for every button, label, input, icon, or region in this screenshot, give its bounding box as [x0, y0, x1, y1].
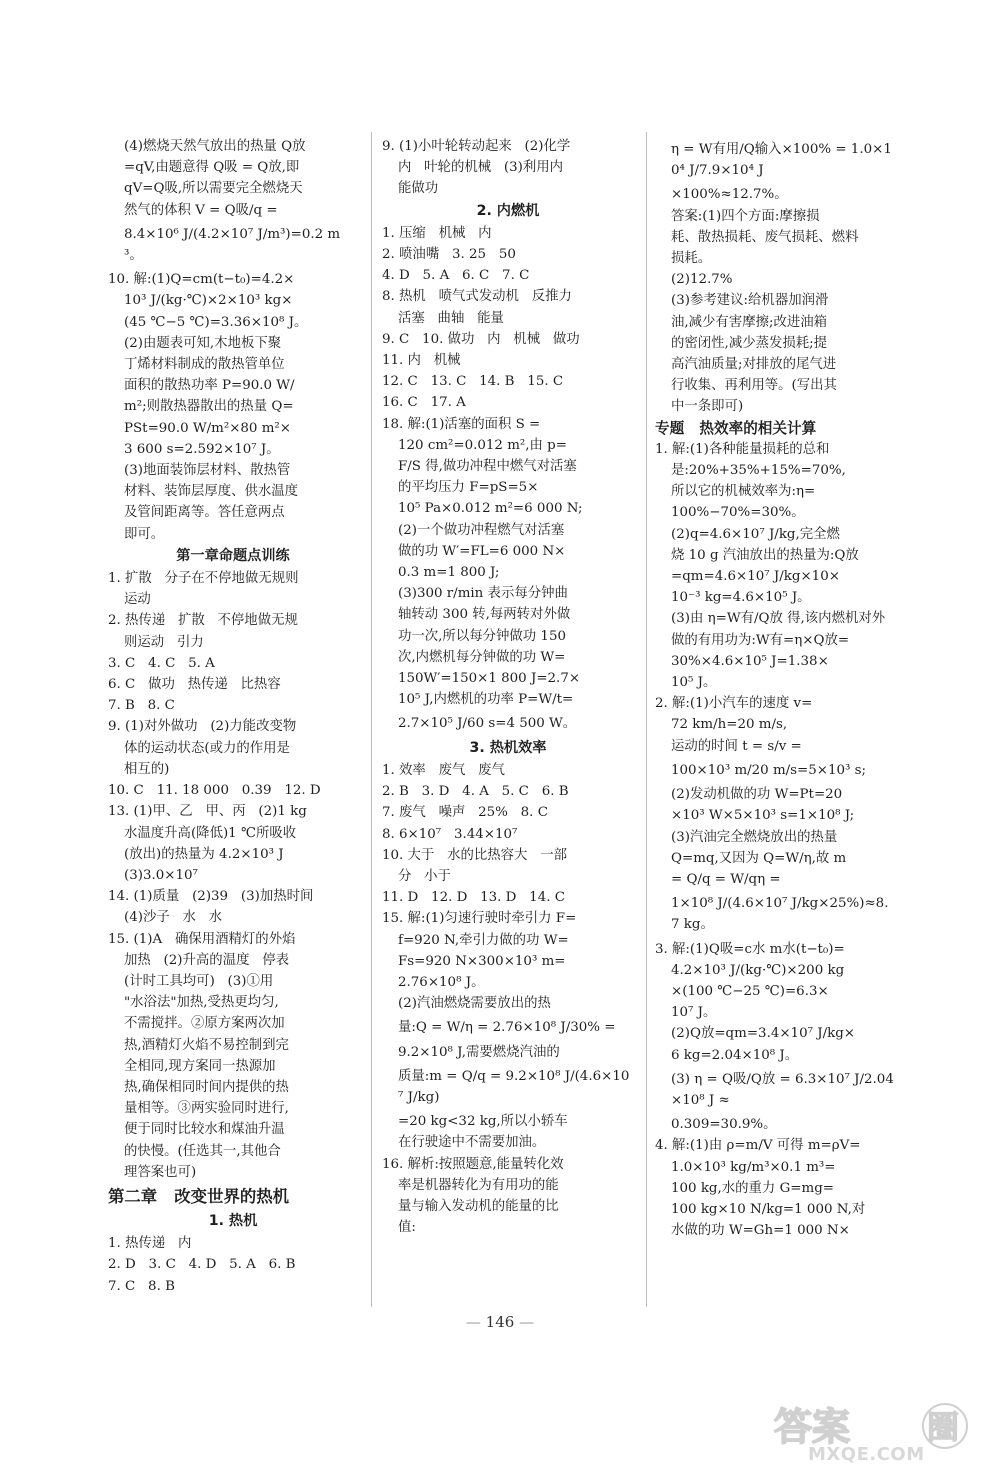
- answer-line: 4. D 5. A 6. C 7. C: [382, 268, 530, 284]
- answer-line: 16. C 17. A: [382, 395, 466, 411]
- answer-line: 3. 解:(1)Q吸=c水 m水(t−t₀)=: [655, 941, 845, 957]
- answer-column-2: [382, 136, 634, 1238]
- section-heading: 2. 内燃机: [476, 202, 540, 219]
- answer-line: 功一次,所以每分钟做功 150: [398, 628, 566, 644]
- answer-line: 便于同时比较水和煤油升温: [124, 1122, 285, 1138]
- answer-line: 运动的时间 t = s/v =: [671, 738, 802, 754]
- answer-line: 是:20%+35%+15%=70%,: [671, 463, 846, 479]
- answer-line: 运动: [124, 592, 151, 608]
- answer-line: (2)12.7%: [671, 272, 733, 288]
- answer-line: (45 ℃−5 ℃)=3.36×10⁸ J。: [124, 314, 308, 330]
- answer-column-1: [108, 136, 358, 1297]
- answer-line: f=920 N,牵引力做的功 W=: [398, 932, 569, 948]
- answer-line: 3. C 4. C 5. A: [108, 655, 215, 671]
- answer-line: 热,确保相同时间内提供的热: [124, 1079, 289, 1095]
- section-heading: 专题 热效率的相关计算: [655, 419, 817, 437]
- answer-line: 0.309=30.9%。: [671, 1117, 777, 1133]
- answer-line: 7. C 8. B: [108, 1278, 175, 1294]
- answer-line: 1. 解:(1)各种能量损耗的总和: [655, 441, 830, 457]
- answer-line: 15. (1)A 确保用酒精灯的外焰: [108, 931, 296, 947]
- answer-line: 水做的功 W=Gh=1 000 N×: [671, 1223, 850, 1239]
- answer-line: 10⁷ J。: [671, 1005, 717, 1021]
- answer-line: (计时工具均可) (3)①用: [124, 973, 274, 989]
- section-heading: 1. 热机: [208, 1212, 258, 1229]
- answer-line: 损耗。: [671, 251, 712, 267]
- answer-line: (2)一个做功冲程燃气对活塞: [398, 522, 565, 538]
- answer-line: 100%−70%=30%。: [671, 505, 805, 521]
- answer-line: 2. 解:(1)小汽车的速度 v=: [655, 696, 813, 712]
- answer-line: 率是机器转化为有用功的能: [398, 1177, 559, 1193]
- answer-line: (3)300 r/min 表示每分钟曲: [398, 586, 568, 602]
- answer-line: Fs=920 N×300×10³ m=: [398, 953, 566, 969]
- answer-line: 分 小于: [398, 868, 451, 884]
- answer-line: 72 km/h=20 m/s,: [671, 717, 788, 733]
- answer-line: =20 kg<32 kg,所以小轿车: [398, 1114, 568, 1130]
- answer-line: 1. 效率 废气 废气: [382, 762, 505, 778]
- answer-line: 10. 大于 水的比热容大 一部: [382, 847, 567, 863]
- answer-line: 2. B 3. D 4. A 5. C 6. B: [382, 784, 569, 800]
- answer-line: 8. 热机 喷气式发动机 反推力: [382, 289, 572, 305]
- answer-line: η = W有用/Q输入×100% = 1.0×10⁴ J/7.9×10⁴ J: [671, 142, 892, 179]
- answer-line: 全相同,现方案同一热源加: [124, 1058, 276, 1074]
- answer-line: 9. (1)对外做功 (2)力能改变物: [108, 719, 297, 735]
- answer-line: 值:: [398, 1220, 416, 1236]
- answer-line: ×10³ W×5×10³ s=1×10⁸ J;: [671, 808, 855, 824]
- answer-line: 12. C 13. C 14. B 15. C: [382, 374, 564, 390]
- svg-text:圈: 圈: [927, 1408, 960, 1446]
- answer-line: 3 600 s=2.592×10⁷ J。: [124, 441, 280, 457]
- answer-line: 及管间距离等。答任意两点: [124, 505, 285, 521]
- answer-line: 10³ J/(kg·℃)×2×10³ kg×: [124, 293, 293, 309]
- answer-line: (2)发动机做的功 W=Pt=20: [671, 787, 843, 803]
- answer-line: qV=Q吸,所以需要完全燃烧天: [124, 181, 303, 197]
- answer-line: 能做功: [398, 181, 439, 197]
- answer-line: 100×10³ m/20 m/s=5×10³ s;: [671, 762, 867, 778]
- answer-line: (2)由题表可知,木地板下聚: [124, 335, 282, 351]
- answer-line: Q=mq,又因为 Q=W/η,故 m: [671, 850, 847, 866]
- watermark-logo: [770, 1400, 985, 1466]
- answer-line: 8. 6×10⁷ 3.44×10⁷: [382, 826, 518, 842]
- answer-line: 做的有用功为:W有=η×Q放=: [671, 632, 850, 648]
- answer-line: 2. 喷油嘴 3. 25 50: [382, 247, 516, 263]
- answer-line: 9.2×10⁸ J,需要燃烧汽油的: [398, 1044, 560, 1060]
- answer-line: 油,减少有害摩擦;改进油箱: [671, 314, 828, 330]
- answer-line: 相互的): [124, 761, 170, 777]
- answer-line: (4)燃烧天然气放出的热量 Q放: [124, 139, 306, 154]
- answer-line: (放出)的热量为 4.2×10³ J: [124, 846, 284, 862]
- answer-line: 体的运动状态(或力的作用是: [124, 740, 290, 756]
- answer-line: =qV,由题意得 Q吸 = Q放,即: [124, 160, 300, 176]
- answer-line: 的密闭性,减少蒸发损耗;提: [671, 335, 828, 351]
- answer-line: =qm=4.6×10⁷ J/kg×10×: [671, 569, 840, 585]
- answer-line: 7. 废气 噪声 25% 8. C: [382, 805, 548, 821]
- answer-line: 120 cm²=0.012 m²,由 p=: [398, 437, 567, 453]
- section-heading: 第一章命题点训练: [176, 547, 290, 564]
- answer-line: 耗、散热损耗、废气损耗、燃料: [671, 229, 859, 245]
- answer-line: 活塞 曲轴 能量: [398, 310, 504, 326]
- answer-line: (2)Q放=qm=3.4×10⁷ J/kg×: [671, 1026, 856, 1042]
- answer-line: 所以它的机械效率为:η=: [671, 484, 816, 500]
- answer-line: 做的功 W′=FL=6 000 N×: [398, 543, 566, 559]
- answer-line: 材料、装饰层厚度、供水温度: [124, 484, 299, 500]
- answer-line: 9. (1)小叶轮转动起来 (2)化学: [382, 139, 571, 154]
- section-heading: 3. 热机效率: [469, 739, 547, 756]
- answer-line: 量:Q = W/η = 2.76×10⁸ J/30% =: [398, 1020, 616, 1036]
- column-divider: [371, 132, 372, 1307]
- answer-line: 量相等。③两实验同时进行,: [124, 1101, 289, 1117]
- answer-line: (3) η = Q吸/Q放 = 6.3×10⁷ J/2.04×10⁸ J ≈: [671, 1071, 894, 1108]
- answer-line: 中一条即可): [671, 399, 744, 415]
- answer-line: 内 叶轮的机械 (3)利用内: [398, 160, 564, 176]
- answer-line: 在行驶途中不需要加油。: [398, 1135, 546, 1151]
- answer-line: 10. C 11. 18 000 0.39 12. D: [108, 783, 321, 799]
- answer-line: 10⁵ Pa×0.012 m²=6 000 N;: [398, 501, 583, 517]
- answer-line: 热,酒精灯火焰不易控制到完: [124, 1037, 289, 1053]
- answer-line: 13. (1)甲、乙 甲、丙 (2)1 kg: [108, 804, 307, 820]
- answer-line: 6 kg=2.04×10⁸ J。: [671, 1047, 799, 1063]
- answer-line: 面积的散热功率 P=90.0 W/: [124, 378, 295, 394]
- answer-line: (4)沙子 水 水: [124, 910, 223, 926]
- answer-line: 11. D 12. D 13. D 14. C: [382, 890, 565, 906]
- answer-line: 丁烯材料制成的散热管单位: [124, 357, 285, 373]
- answer-line: 的快慢。(任选其一,其他合: [124, 1143, 281, 1159]
- answer-line: 1. 扩散 分子在不停地做无规则: [108, 571, 299, 587]
- answer-line: "水浴法"加热,受热更均匀,: [124, 995, 279, 1011]
- answer-line: 答案:(1)四个方面:摩擦损: [671, 208, 820, 224]
- section-heading: 第二章 改变世界的热机: [108, 1186, 290, 1206]
- answer-line: = Q/q = W/qη =: [671, 871, 781, 887]
- answer-line: 11. 内 机械: [382, 353, 461, 369]
- answer-line: ×100%≈12.7%。: [671, 187, 788, 203]
- answer-line: 18. 解:(1)活塞的面积 S =: [382, 416, 541, 432]
- answer-line: 即可。: [124, 526, 165, 542]
- answer-line: 15. 解:(1)匀速行驶时牵引力 F=: [382, 911, 577, 927]
- answer-line: 质量:m = Q/q = 9.2×10⁸ J/(4.6×10⁷ J/kg): [398, 1068, 630, 1105]
- answer-line: 水温度升高(降低)1 ℃所吸收: [124, 825, 297, 841]
- answer-line: (3)汽油完全燃烧放出的热量: [671, 829, 838, 845]
- answer-line: 150W′=150×1 800 J=2.7×: [398, 671, 581, 687]
- answer-line: F/S 得,做功冲程中燃气对活塞: [398, 459, 577, 475]
- answer-line: 100 kg×10 N/kg=1 000 N,对: [671, 1201, 866, 1217]
- answer-line: (2)汽油燃烧需要放出的热: [398, 996, 551, 1012]
- answer-line: 行收集、再利用等。(写出其: [671, 378, 837, 394]
- answer-line: 30%×4.6×10⁵ J=1.38×: [671, 653, 829, 669]
- answer-line: m²;则散热器散出的热量 Q=: [124, 399, 294, 415]
- answer-column-3: [655, 136, 895, 1241]
- answer-line: 1. 压缩 机械 内: [382, 225, 492, 241]
- answer-line: 2. 热传递 扩散 不停地做无规: [108, 613, 298, 629]
- answer-line: (3)由 η=W有/Q放 得,该内燃机对外: [671, 611, 886, 627]
- answer-line: 0.3 m=1 800 J;: [398, 565, 500, 581]
- answer-line: 10⁻³ kg=4.6×10⁵ J。: [671, 590, 811, 606]
- answer-line: 2. D 3. C 4. D 5. A 6. B: [108, 1257, 296, 1273]
- answer-line: 的平均压力 F=pS=5×: [398, 480, 539, 496]
- answer-line: 2.76×10⁸ J。: [398, 974, 485, 990]
- page-number: — 146 —: [0, 1313, 1000, 1331]
- answer-line: 量与输入发动机的能量的比: [398, 1198, 559, 1214]
- answer-line: 14. (1)质量 (2)39 (3)加热时间: [108, 889, 314, 905]
- answer-line: 次,内燃机每分钟做的功 W=: [398, 649, 566, 665]
- answer-line: 100 kg,水的重力 G=mg=: [671, 1180, 834, 1196]
- answer-line: 6. C 做功 热传递 比热容: [108, 677, 281, 693]
- column-divider: [646, 132, 647, 1307]
- answer-line: 10. 解:(1)Q=cm(t−t₀)=4.2×: [108, 272, 295, 288]
- answer-line: 2.7×10⁵ J/60 s=4 500 W。: [398, 716, 577, 732]
- answer-line: 16. 解析:按照题意,能量转化效: [382, 1156, 564, 1172]
- answer-line: (2)q=4.6×10⁷ J/kg,完全燃: [671, 526, 840, 542]
- answer-line: 8.4×10⁶ J/(4.2×10⁷ J/m³)=0.2 m³。: [124, 226, 341, 264]
- answer-line: 9. C 10. 做功 内 机械 做功: [382, 331, 580, 347]
- answer-line: 10⁵ J。: [671, 675, 717, 691]
- answer-line: 7. B 8. C: [108, 698, 175, 714]
- answer-line: 烧 10 g 汽油放出的热量为:Q放: [671, 547, 859, 563]
- answer-line: 4.2×10³ J/(kg·℃)×200 kg: [671, 962, 845, 978]
- answer-line: 4. 解:(1)由 ρ=m/V 可得 m=ρV=: [655, 1138, 861, 1154]
- answer-line: 轴转动 300 转,每两转对外做: [398, 607, 571, 623]
- answer-line: 1×10⁸ J/(4.6×10⁷ J/kg×25%)≈8.7 kg。: [671, 896, 889, 933]
- answer-line: 1.0×10³ kg/m³×0.1 m³=: [671, 1159, 836, 1175]
- answer-line: 不需搅拌。②原方案两次加: [124, 1016, 285, 1032]
- answer-line: (3)3.0×10⁷: [124, 867, 198, 883]
- answer-line: 然气的体积 V = Q吸/q =: [124, 202, 278, 218]
- answer-line: PSt=90.0 W/m²×80 m²×: [124, 420, 291, 436]
- answer-line: 10⁵ J,内燃机的功率 P=W/t=: [398, 692, 574, 708]
- answer-line: ×(100 ℃−25 ℃)=6.3×: [671, 983, 829, 999]
- answer-line: 加热 (2)升高的温度 停表: [124, 952, 290, 968]
- answer-line: 1. 热传递 内: [108, 1236, 192, 1252]
- answer-line: 高汽油质量;对排放的尾气进: [671, 357, 837, 373]
- answer-line: (3)参考建议:给机器加润滑: [671, 293, 829, 309]
- answer-line: (3)地面装饰层材料、散热管: [124, 463, 291, 479]
- watermark-url: MXQE.COM: [808, 1444, 925, 1465]
- svg-text:答案: 答案: [774, 1405, 851, 1449]
- answer-line: 理答案也可): [124, 1164, 197, 1180]
- answer-line: 则运动 引力: [124, 634, 204, 650]
